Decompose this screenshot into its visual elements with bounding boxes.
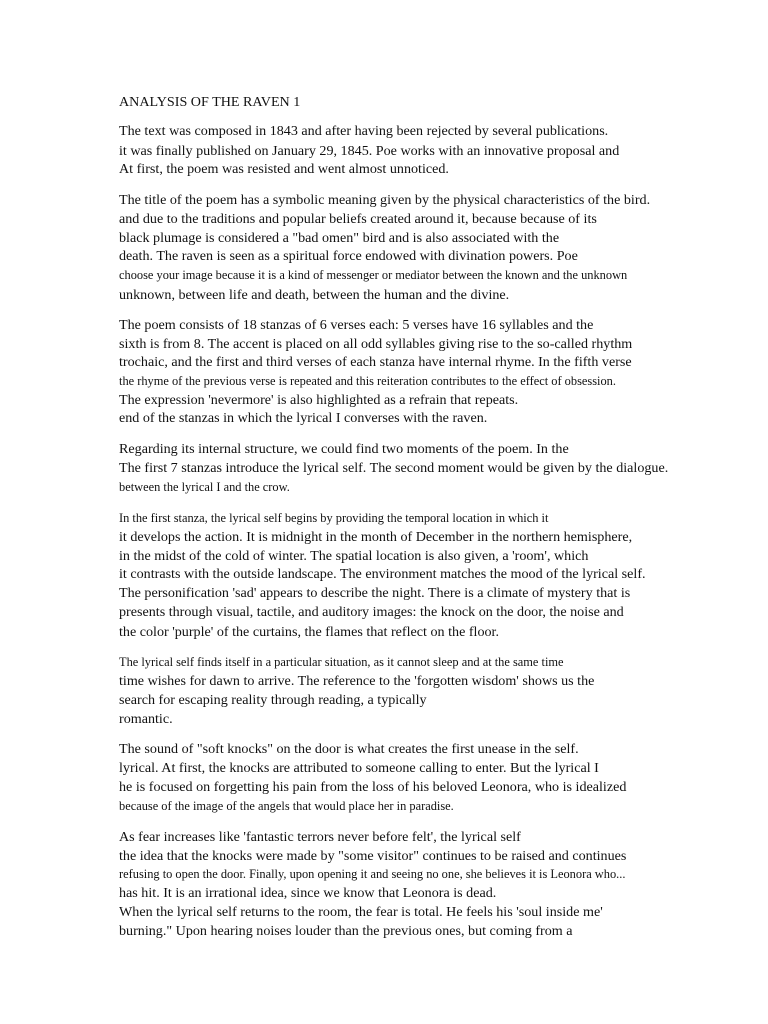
text-line: and due to the traditions and popular beliefs created around it, because because of its xyxy=(119,211,597,227)
text-line: it was finally published on January 29, 1845. Poe works with an innovative proposal and xyxy=(119,143,620,159)
text-line: trochaic, and the first and third verses of each stanza have internal rhyme. In the fifth verse xyxy=(119,354,632,370)
text-line: it develops the action. It is midnight in the month of December in the northern hemisphere, xyxy=(119,529,633,545)
text-line: As fear increases like 'fantastic terrors never before felt', the lyrical self xyxy=(119,829,521,845)
text-line: between the lyrical I and the crow. xyxy=(119,480,290,494)
text-line: Regarding its internal structure, we could find two moments of the poem. In the xyxy=(119,441,569,457)
text-line: romantic. xyxy=(119,711,173,727)
document-title: ANALYSIS OF THE RAVEN 1 xyxy=(119,94,301,110)
text-line: In the first stanza, the lyrical self begins by providing the temporal location in which it xyxy=(119,511,549,525)
text-line: The first 7 stanzas introduce the lyrical self. The second moment would be given by the dialogue. xyxy=(119,460,669,476)
text-line: lyrical. At first, the knocks are attributed to someone calling to enter. But the lyrical I xyxy=(119,760,599,776)
text-line: sixth is from 8. The accent is placed on all odd syllables giving rise to the so-called rhythm xyxy=(119,336,633,352)
text-line: because of the image of the angels that would place her in paradise. xyxy=(119,799,454,813)
text-line: The text was composed in 1843 and after having been rejected by several publications. xyxy=(119,123,609,139)
text-line: refusing to open the door. Finally, upon opening it and seeing no one, she believes it is Leonora who... xyxy=(119,867,626,881)
text-line: he is focused on forgetting his pain from the loss of his beloved Leonora, who is idealized xyxy=(119,779,627,795)
text-line: death. The raven is seen as a spiritual force endowed with divination powers. Poe xyxy=(119,248,578,264)
text-line: it contrasts with the outside landscape. The environment matches the mood of the lyrical self. xyxy=(119,566,646,582)
text-line: unknown, between life and death, between the human and the divine. xyxy=(119,287,510,303)
text-line: end of the stanzas in which the lyrical I converses with the raven. xyxy=(119,410,488,426)
text-line: The personification 'sad' appears to describe the night. There is a climate of mystery that is xyxy=(119,585,631,601)
text-line: the rhyme of the previous verse is repeated and this reiteration contributes to the effect of obsession. xyxy=(119,374,616,388)
text-line: The sound of "soft knocks" on the door is what creates the first unease in the self. xyxy=(119,741,579,757)
text-line: When the lyrical self returns to the room, the fear is total. He feels his 'soul inside me' xyxy=(119,904,603,920)
text-line: The expression 'nevermore' is also highlighted as a refrain that repeats. xyxy=(119,392,519,408)
text-line: choose your image because it is a kind of messenger or mediator between the known and the unknown xyxy=(119,268,628,282)
text-line: the color 'purple' of the curtains, the flames that reflect on the floor. xyxy=(119,624,499,640)
text-line: At first, the poem was resisted and went almost unnoticed. xyxy=(119,161,449,177)
text-line: The title of the poem has a symbolic meaning given by the physical characteristics of the bird. xyxy=(119,192,651,208)
text-line: The lyrical self finds itself in a particular situation, as it cannot sleep and at the same time xyxy=(119,655,564,669)
text-line: search for escaping reality through reading, a typically xyxy=(119,692,427,708)
text-line: time wishes for dawn to arrive. The reference to the 'forgotten wisdom' shows us the xyxy=(119,673,595,689)
text-line: presents through visual, tactile, and auditory images: the knock on the door, the noise and xyxy=(119,604,624,620)
text-line: burning." Upon hearing noises louder than the previous ones, but coming from a xyxy=(119,923,573,939)
text-line: in the midst of the cold of winter. The spatial location is also given, a 'room', which xyxy=(119,548,589,564)
text-line: has hit. It is an irrational idea, since we know that Leonora is dead. xyxy=(119,885,497,901)
text-line: black plumage is considered a "bad omen" bird and is also associated with the xyxy=(119,230,560,246)
text-line: the idea that the knocks were made by "some visitor" continues to be raised and continues xyxy=(119,848,627,864)
text-line: The poem consists of 18 stanzas of 6 verses each: 5 verses have 16 syllables and the xyxy=(119,317,594,333)
